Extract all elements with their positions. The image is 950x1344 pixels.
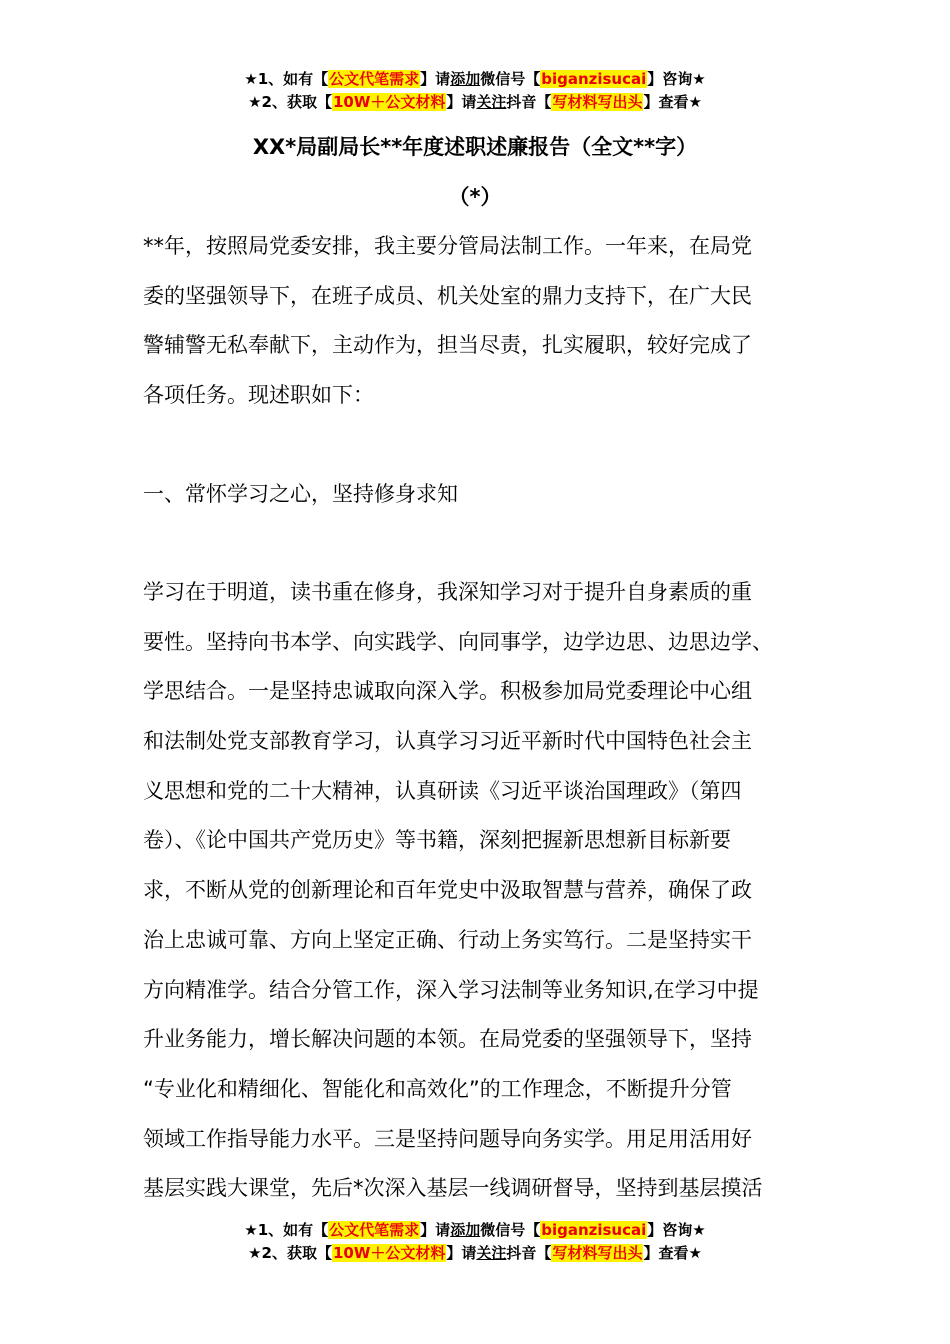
document-title: XX*局副局长**年度述职述廉报告（全文**字） [252,135,698,159]
banner-highlight: 写材料写出头 [552,1244,643,1262]
banner-highlight: biganzisucai [541,70,647,88]
section-1-paragraph [143,568,823,1214]
text-line: 义思想和党的二十大精神，认真研读《习近平谈治国理政》（第四 [143,778,742,803]
text-line: 求，不断从党的创新理论和百年党史中汲取智慧与营养，确保了政 [143,878,752,903]
text-line: 各项任务。现述职如下： [143,383,374,408]
text-line: 升业务能力，增长解决问题的本领。在局党委的坚强领导下，坚持 [143,1027,752,1052]
banner-highlight: 公文代笔需求 [329,70,420,88]
bottom-promo-banner [0,1219,950,1265]
banner-highlight: 10W＋公文材料 [332,1244,446,1262]
banner-line-1: ★1、如有【公文代笔需求】请添加微信号【biganzisucai】咨询★ [244,70,706,88]
text-line: 领域工作指导能力水平。三是坚持问题导向务实学。用足用活用好 [143,1126,752,1151]
banner-line-1: ★1、如有【公文代笔需求】请添加微信号【biganzisucai】咨询★ [244,1221,706,1239]
text-line: 和法制处党支部教育学习，认真学习习近平新时代中国特色社会主 [143,729,752,754]
text-line: 警辅警无私奉献下，主动作为，担当尽责，扎实履职，较好完成了 [143,333,752,358]
text-line: 基层实践大课堂，先后*次深入基层一线调研督导，坚持到基层摸活 [143,1176,763,1201]
top-promo-banner [0,68,950,114]
text-line: 方向精准学。结合分管工作，深入学习法制等业务知识,在学习中提 [143,977,759,1002]
banner-highlight: 公文代笔需求 [329,1221,420,1239]
intro-paragraph [143,222,823,421]
text-line: 要性。坚持向书本学、向实践学、向同事学，边学边思、边思边学、 [143,629,773,654]
text-line: 委的坚强领导下，在班子成员、机关处室的鼎力支持下，在广大民 [143,283,752,308]
text-line: “专业化和精细化、智能化和高效化”的工作理念，不断提升分管 [143,1076,732,1101]
text-line: 学思结合。一是坚持忠诚取向深入学。积极参加局党委理论中心组 [143,679,752,704]
text-line: 学习在于明道，读书重在修身，我深知学习对于提升自身素质的重 [143,580,752,604]
text-line: **年，按照局党委安排，我主要分管局法制工作。一年来，在局党 [143,234,752,258]
banner-highlight: 10W＋公文材料 [332,93,446,111]
text-line: 卷）、《论中国共产党历史》等书籍，深刻把握新思想新目标新要 [143,828,731,853]
banner-line-2: ★2、获取【10W＋公文材料】请关注抖音【写材料写出头】查看★ [248,1244,702,1262]
document-subtitle: （*） [448,185,502,209]
banner-highlight: biganzisucai [541,1221,647,1239]
banner-line-2: ★2、获取【10W＋公文材料】请关注抖音【写材料写出头】查看★ [248,93,702,111]
section-heading-1: 一、常怀学习之心，坚持修身求知 [143,482,458,506]
text-line: 治上忠诚可靠、方向上坚定正确、行动上务实笃行。二是坚持实干 [143,927,752,952]
banner-highlight: 写材料写出头 [552,93,643,111]
